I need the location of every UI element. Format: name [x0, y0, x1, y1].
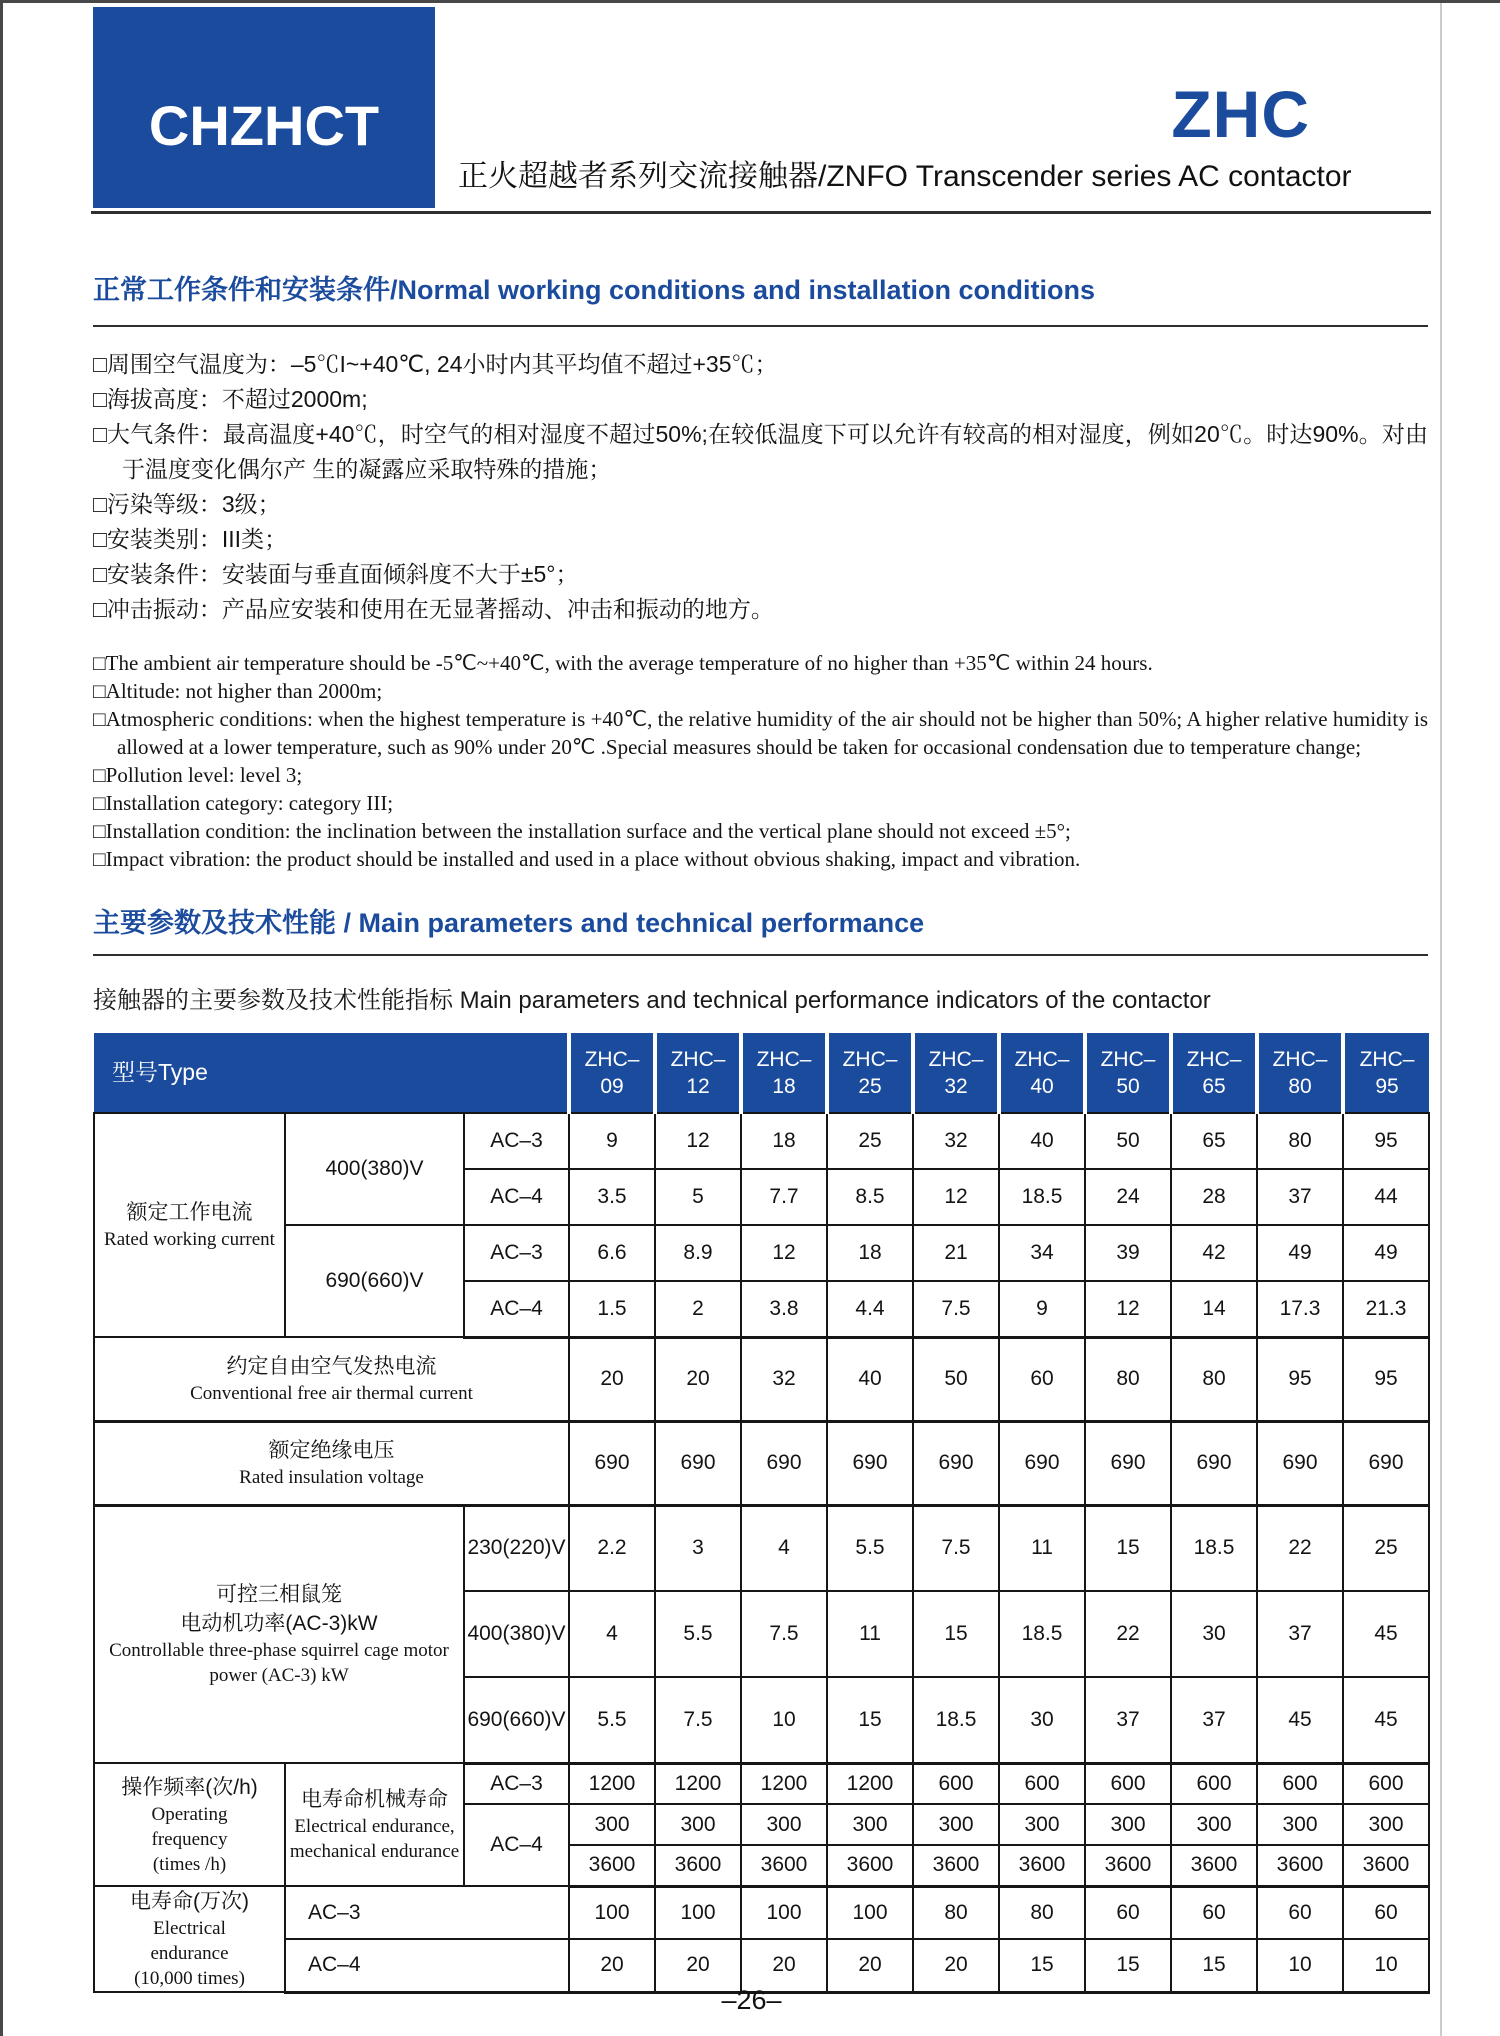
row-label-en: Controllable three-phase squirrel cage motor power (AC-3) kW	[109, 1640, 449, 1687]
value-cell: 28	[1171, 1169, 1257, 1225]
category-label-ac3: AC–3	[464, 1763, 569, 1804]
value-cell: 4.4	[827, 1281, 913, 1337]
category-label-ac3: AC–3	[285, 1886, 569, 1939]
value-cell: 3600	[1171, 1845, 1257, 1886]
value-cell: 12	[1085, 1281, 1171, 1337]
value-cell: 3.5	[569, 1169, 655, 1225]
value-cell: 11	[999, 1505, 1085, 1591]
condition-item-en: □Installation condition: the inclination between the installation surface and the vertical plane should not exceed ±5°;	[93, 819, 1071, 843]
row-label-cn: 额定绝缘电压	[268, 1439, 395, 1462]
value-cell: 690	[1257, 1421, 1343, 1505]
row-label-en: Electrical endurance, mechanical endurance	[289, 1816, 460, 1862]
value-cell: 3600	[741, 1845, 827, 1886]
value-cell: 10	[1257, 1939, 1343, 1992]
value-cell: 40	[999, 1113, 1085, 1169]
value-cell: 690	[569, 1421, 655, 1505]
row-label-cn: 可控三相鼠笼 电动机功率(AC-3)kW	[180, 1583, 378, 1636]
value-cell: 20	[655, 1337, 741, 1421]
page-subtitle: 正火超越者系列交流接触器/ZNFO Transcender series AC contactor	[458, 160, 1352, 193]
value-cell: 39	[1085, 1225, 1171, 1281]
value-cell: 15	[1085, 1939, 1171, 1992]
value-cell: 20	[655, 1939, 741, 1992]
voltage-label-230: 230(220)V	[464, 1505, 569, 1591]
value-cell: 32	[741, 1337, 827, 1421]
value-cell: 95	[1343, 1113, 1429, 1169]
value-cell: 12	[655, 1113, 741, 1169]
condition-item-en: □The ambient air temperature should be -5℃~+40℃, with the average temperature of no higher than +35℃ within 24 hours.	[93, 651, 1153, 675]
value-cell: 5	[655, 1169, 741, 1225]
row-label-cn: 约定自由空气发热电流	[226, 1355, 437, 1378]
value-cell: 7.7	[741, 1169, 827, 1225]
value-cell: 690	[1085, 1421, 1171, 1505]
condition-item-cn: □冲击振动：产品应安装和使用在无显著摇动、冲击和振动的地方。	[93, 596, 774, 622]
value-cell: 3.8	[741, 1281, 827, 1337]
value-cell: 20	[569, 1939, 655, 1992]
value-cell: 37	[1171, 1677, 1257, 1763]
table-row	[94, 1337, 1429, 1421]
category-label-ac3: AC–3	[464, 1113, 569, 1169]
value-cell: 37	[1085, 1677, 1171, 1763]
value-cell: 21	[913, 1225, 999, 1281]
value-cell: 45	[1343, 1591, 1429, 1677]
value-cell: 34	[999, 1225, 1085, 1281]
row-label-en: Electrical endurance (10,000 times)	[134, 1918, 245, 1989]
value-cell: 32	[913, 1113, 999, 1169]
value-cell: 5.5	[827, 1505, 913, 1591]
row-label-operating-frequency	[94, 1763, 285, 1886]
value-cell: 15	[827, 1677, 913, 1763]
condition-item-en: □Installation category: category III;	[93, 791, 394, 815]
value-cell: 1200	[569, 1763, 655, 1804]
value-cell: 60	[1085, 1886, 1171, 1939]
value-cell: 44	[1343, 1169, 1429, 1225]
value-cell: 8.5	[827, 1169, 913, 1225]
model-header-cell: ZHC– 80	[1257, 1033, 1343, 1113]
value-cell: 10	[1343, 1939, 1429, 1992]
value-cell: 24	[1085, 1169, 1171, 1225]
value-cell: 300	[741, 1804, 827, 1845]
value-cell: 300	[1171, 1804, 1257, 1845]
value-cell: 6.6	[569, 1225, 655, 1281]
value-cell: 18.5	[999, 1169, 1085, 1225]
value-cell: 18	[741, 1113, 827, 1169]
value-cell: 100	[655, 1886, 741, 1939]
value-cell: 80	[1171, 1337, 1257, 1421]
conditions-list-cn	[93, 347, 1428, 627]
value-cell: 3600	[1257, 1845, 1343, 1886]
value-cell: 60	[1257, 1886, 1343, 1939]
value-cell: 300	[1343, 1804, 1429, 1845]
section-divider-2	[93, 954, 1428, 956]
value-cell: 600	[999, 1763, 1085, 1804]
row-label-cn: 电寿命(万次)	[130, 1890, 249, 1913]
value-cell: 690	[827, 1421, 913, 1505]
value-cell: 45	[1257, 1677, 1343, 1763]
page-content	[93, 228, 1428, 1994]
table-row	[94, 1225, 1429, 1281]
value-cell: 30	[1171, 1591, 1257, 1677]
condition-item-en: □Altitude: not higher than 2000m;	[93, 679, 383, 703]
condition-item-cn: □大气条件：最高温度+40℃，时空气的相对湿度不超过50%;在较低温度下可以允许有较高的相对湿度，例如20℃。时达90%。对由于温度变化偶尔产 生的凝露应采取特殊的措施；	[93, 421, 1428, 482]
value-cell: 3600	[913, 1845, 999, 1886]
category-label-ac3: AC–3	[464, 1225, 569, 1281]
value-cell: 690	[741, 1421, 827, 1505]
value-cell: 4	[741, 1505, 827, 1591]
value-cell: 5.5	[655, 1591, 741, 1677]
value-cell: 600	[913, 1763, 999, 1804]
row-label-motor-power	[94, 1505, 464, 1763]
value-cell: 300	[827, 1804, 913, 1845]
value-cell: 7.5	[913, 1505, 999, 1591]
value-cell: 3600	[655, 1845, 741, 1886]
model-header-cell: ZHC– 09	[569, 1033, 655, 1113]
value-cell: 690	[1171, 1421, 1257, 1505]
value-cell: 9	[569, 1113, 655, 1169]
voltage-label-690: 690(660)V	[464, 1677, 569, 1763]
parameters-table	[93, 1033, 1430, 1994]
value-cell: 1200	[827, 1763, 913, 1804]
product-code: ZHC	[1171, 77, 1310, 151]
condition-item-cn: □安装类别：III类；	[93, 526, 288, 552]
value-cell: 300	[1085, 1804, 1171, 1845]
value-cell: 300	[913, 1804, 999, 1845]
value-cell: 690	[1343, 1421, 1429, 1505]
value-cell: 95	[1343, 1337, 1429, 1421]
condition-item-cn: □污染等级：3级；	[93, 491, 281, 517]
page-number: –26–	[721, 1985, 782, 2015]
value-cell: 12	[913, 1169, 999, 1225]
voltage-label-400: 400(380)V	[464, 1591, 569, 1677]
value-cell: 12	[741, 1225, 827, 1281]
table-header-row	[94, 1033, 1429, 1113]
value-cell: 690	[655, 1421, 741, 1505]
row-label-cn: 操作频率(次/h)	[121, 1775, 258, 1799]
row-label-cn: 额定工作电流	[126, 1201, 253, 1224]
value-cell: 60	[1343, 1886, 1429, 1939]
condition-item-cn: □安装条件：安装面与垂直面倾斜度不大于±5°；	[93, 561, 579, 587]
model-header-cell: ZHC– 65	[1171, 1033, 1257, 1113]
value-cell: 7.5	[741, 1591, 827, 1677]
value-cell: 80	[913, 1886, 999, 1939]
value-cell: 690	[999, 1421, 1085, 1505]
value-cell: 11	[827, 1591, 913, 1677]
value-cell: 22	[1085, 1591, 1171, 1677]
value-cell: 20	[569, 1337, 655, 1421]
value-cell: 80	[999, 1886, 1085, 1939]
model-header-cell: ZHC– 40	[999, 1033, 1085, 1113]
value-cell: 49	[1343, 1225, 1429, 1281]
value-cell: 7.5	[655, 1677, 741, 1763]
value-cell: 80	[1257, 1113, 1343, 1169]
value-cell: 42	[1171, 1225, 1257, 1281]
value-cell: 20	[913, 1939, 999, 1992]
value-cell: 7.5	[913, 1281, 999, 1337]
value-cell: 18.5	[1171, 1505, 1257, 1591]
value-cell: 15	[1171, 1939, 1257, 1992]
condition-item-en: □Impact vibration: the product should be installed and used in a place without obvious shaking, impact and vibration.	[93, 847, 1081, 871]
value-cell: 65	[1171, 1113, 1257, 1169]
row-label-en: Rated insulation voltage	[239, 1467, 424, 1488]
row-label-electrical-endurance	[94, 1886, 285, 1992]
value-cell: 1.5	[569, 1281, 655, 1337]
value-cell: 600	[1085, 1763, 1171, 1804]
type-header-cell: 型号Type	[94, 1033, 569, 1113]
value-cell: 1200	[655, 1763, 741, 1804]
table-row	[94, 1113, 1429, 1169]
value-cell: 37	[1257, 1169, 1343, 1225]
model-header-cell: ZHC– 12	[655, 1033, 741, 1113]
value-cell: 40	[827, 1337, 913, 1421]
row-label-rated-current	[94, 1113, 285, 1337]
value-cell: 25	[1343, 1505, 1429, 1591]
row-label-en: Conventional free air thermal current	[190, 1383, 473, 1404]
value-cell: 9	[999, 1281, 1085, 1337]
value-cell: 10	[741, 1677, 827, 1763]
voltage-label-400: 400(380)V	[285, 1113, 464, 1225]
value-cell: 300	[655, 1804, 741, 1845]
value-cell: 100	[827, 1886, 913, 1939]
row-label-en: Rated working current	[104, 1229, 275, 1250]
section-title-main-parameters: 主要参数及技术性能 / Main parameters and technical performance	[93, 908, 925, 938]
value-cell: 18	[827, 1225, 913, 1281]
value-cell: 3600	[999, 1845, 1085, 1886]
table-row	[94, 1763, 1429, 1804]
row-label-endurance-mechanical	[285, 1763, 464, 1886]
value-cell: 37	[1257, 1591, 1343, 1677]
value-cell: 50	[913, 1337, 999, 1421]
value-cell: 20	[827, 1939, 913, 1992]
value-cell: 100	[569, 1886, 655, 1939]
row-label-en: Operating frequency (times /h)	[151, 1803, 228, 1875]
table-caption: 接触器的主要参数及技术性能指标 Main parameters and technical performance indicators of the contactor	[93, 987, 1211, 1014]
model-header-cell: ZHC– 18	[741, 1033, 827, 1113]
row-label-insulation-voltage	[94, 1421, 569, 1505]
value-cell: 60	[999, 1337, 1085, 1421]
value-cell: 22	[1257, 1505, 1343, 1591]
model-header-cell: ZHC– 25	[827, 1033, 913, 1113]
value-cell: 300	[1257, 1804, 1343, 1845]
value-cell: 80	[1085, 1337, 1171, 1421]
condition-item-cn: □海拔高度：不超过2000m;	[93, 386, 368, 412]
value-cell: 600	[1257, 1763, 1343, 1804]
condition-item-cn: □周围空气温度为：–5℃I~+40℃, 24小时内其平均值不超过+35℃；	[93, 351, 778, 377]
value-cell: 25	[827, 1113, 913, 1169]
value-cell: 300	[999, 1804, 1085, 1845]
value-cell: 3600	[569, 1845, 655, 1886]
row-label-cn: 电寿命机械寿命	[301, 1788, 448, 1811]
table-row	[94, 1505, 1429, 1591]
model-header-cell: ZHC– 95	[1343, 1033, 1429, 1113]
value-cell: 2.2	[569, 1505, 655, 1591]
model-header-cell: ZHC– 32	[913, 1033, 999, 1113]
value-cell: 3600	[827, 1845, 913, 1886]
table-row	[94, 1886, 1429, 1939]
category-label-ac4: AC–4	[464, 1281, 569, 1337]
category-label-ac4: AC–4	[285, 1939, 569, 1992]
value-cell: 300	[569, 1804, 655, 1845]
page-edge-line	[1440, 3, 1442, 2036]
value-cell: 600	[1171, 1763, 1257, 1804]
category-label-ac4: AC–4	[464, 1169, 569, 1225]
value-cell: 17.3	[1257, 1281, 1343, 1337]
value-cell: 15	[1085, 1505, 1171, 1591]
value-cell: 8.9	[655, 1225, 741, 1281]
voltage-label-690: 690(660)V	[285, 1225, 464, 1337]
value-cell: 45	[1343, 1677, 1429, 1763]
value-cell: 690	[913, 1421, 999, 1505]
value-cell: 21.3	[1343, 1281, 1429, 1337]
value-cell: 3600	[1085, 1845, 1171, 1886]
model-header-cell: ZHC– 50	[1085, 1033, 1171, 1113]
company-logo	[93, 7, 435, 208]
value-cell: 600	[1343, 1763, 1429, 1804]
value-cell: 15	[913, 1591, 999, 1677]
value-cell: 1200	[741, 1763, 827, 1804]
value-cell: 4	[569, 1591, 655, 1677]
value-cell: 30	[999, 1677, 1085, 1763]
condition-item-en: □Pollution level: level 3;	[93, 763, 303, 787]
value-cell: 50	[1085, 1113, 1171, 1169]
value-cell: 3	[655, 1505, 741, 1591]
condition-item-en: □Atmospheric conditions: when the highest temperature is +40℃, the relative humidity of the air should not be higher than 50%; A higher relative humidity is allowed at a lower temperature, such as 90% under 20℃ .Special measures should be taken for occasional condensation due to temperature change;	[93, 707, 1428, 759]
logo-text: CHZHCT	[148, 94, 380, 157]
table-row	[94, 1421, 1429, 1505]
value-cell: 5.5	[569, 1677, 655, 1763]
conditions-list-en	[93, 649, 1428, 873]
value-cell: 14	[1171, 1281, 1257, 1337]
value-cell: 2	[655, 1281, 741, 1337]
value-cell: 95	[1257, 1337, 1343, 1421]
section-title-working-conditions: 正常工作条件和安装条件/Normal working conditions and installation conditions	[93, 275, 1096, 305]
header-divider	[91, 211, 1431, 214]
category-label-ac4: AC–4	[464, 1804, 569, 1886]
value-cell: 20	[741, 1939, 827, 1992]
value-cell: 100	[741, 1886, 827, 1939]
value-cell: 60	[1171, 1886, 1257, 1939]
value-cell: 15	[999, 1939, 1085, 1992]
value-cell: 3600	[1343, 1845, 1429, 1886]
value-cell: 18.5	[913, 1677, 999, 1763]
value-cell: 49	[1257, 1225, 1343, 1281]
value-cell: 18.5	[999, 1591, 1085, 1677]
section-divider-1	[93, 325, 1428, 327]
row-label-thermal-current	[94, 1337, 569, 1421]
